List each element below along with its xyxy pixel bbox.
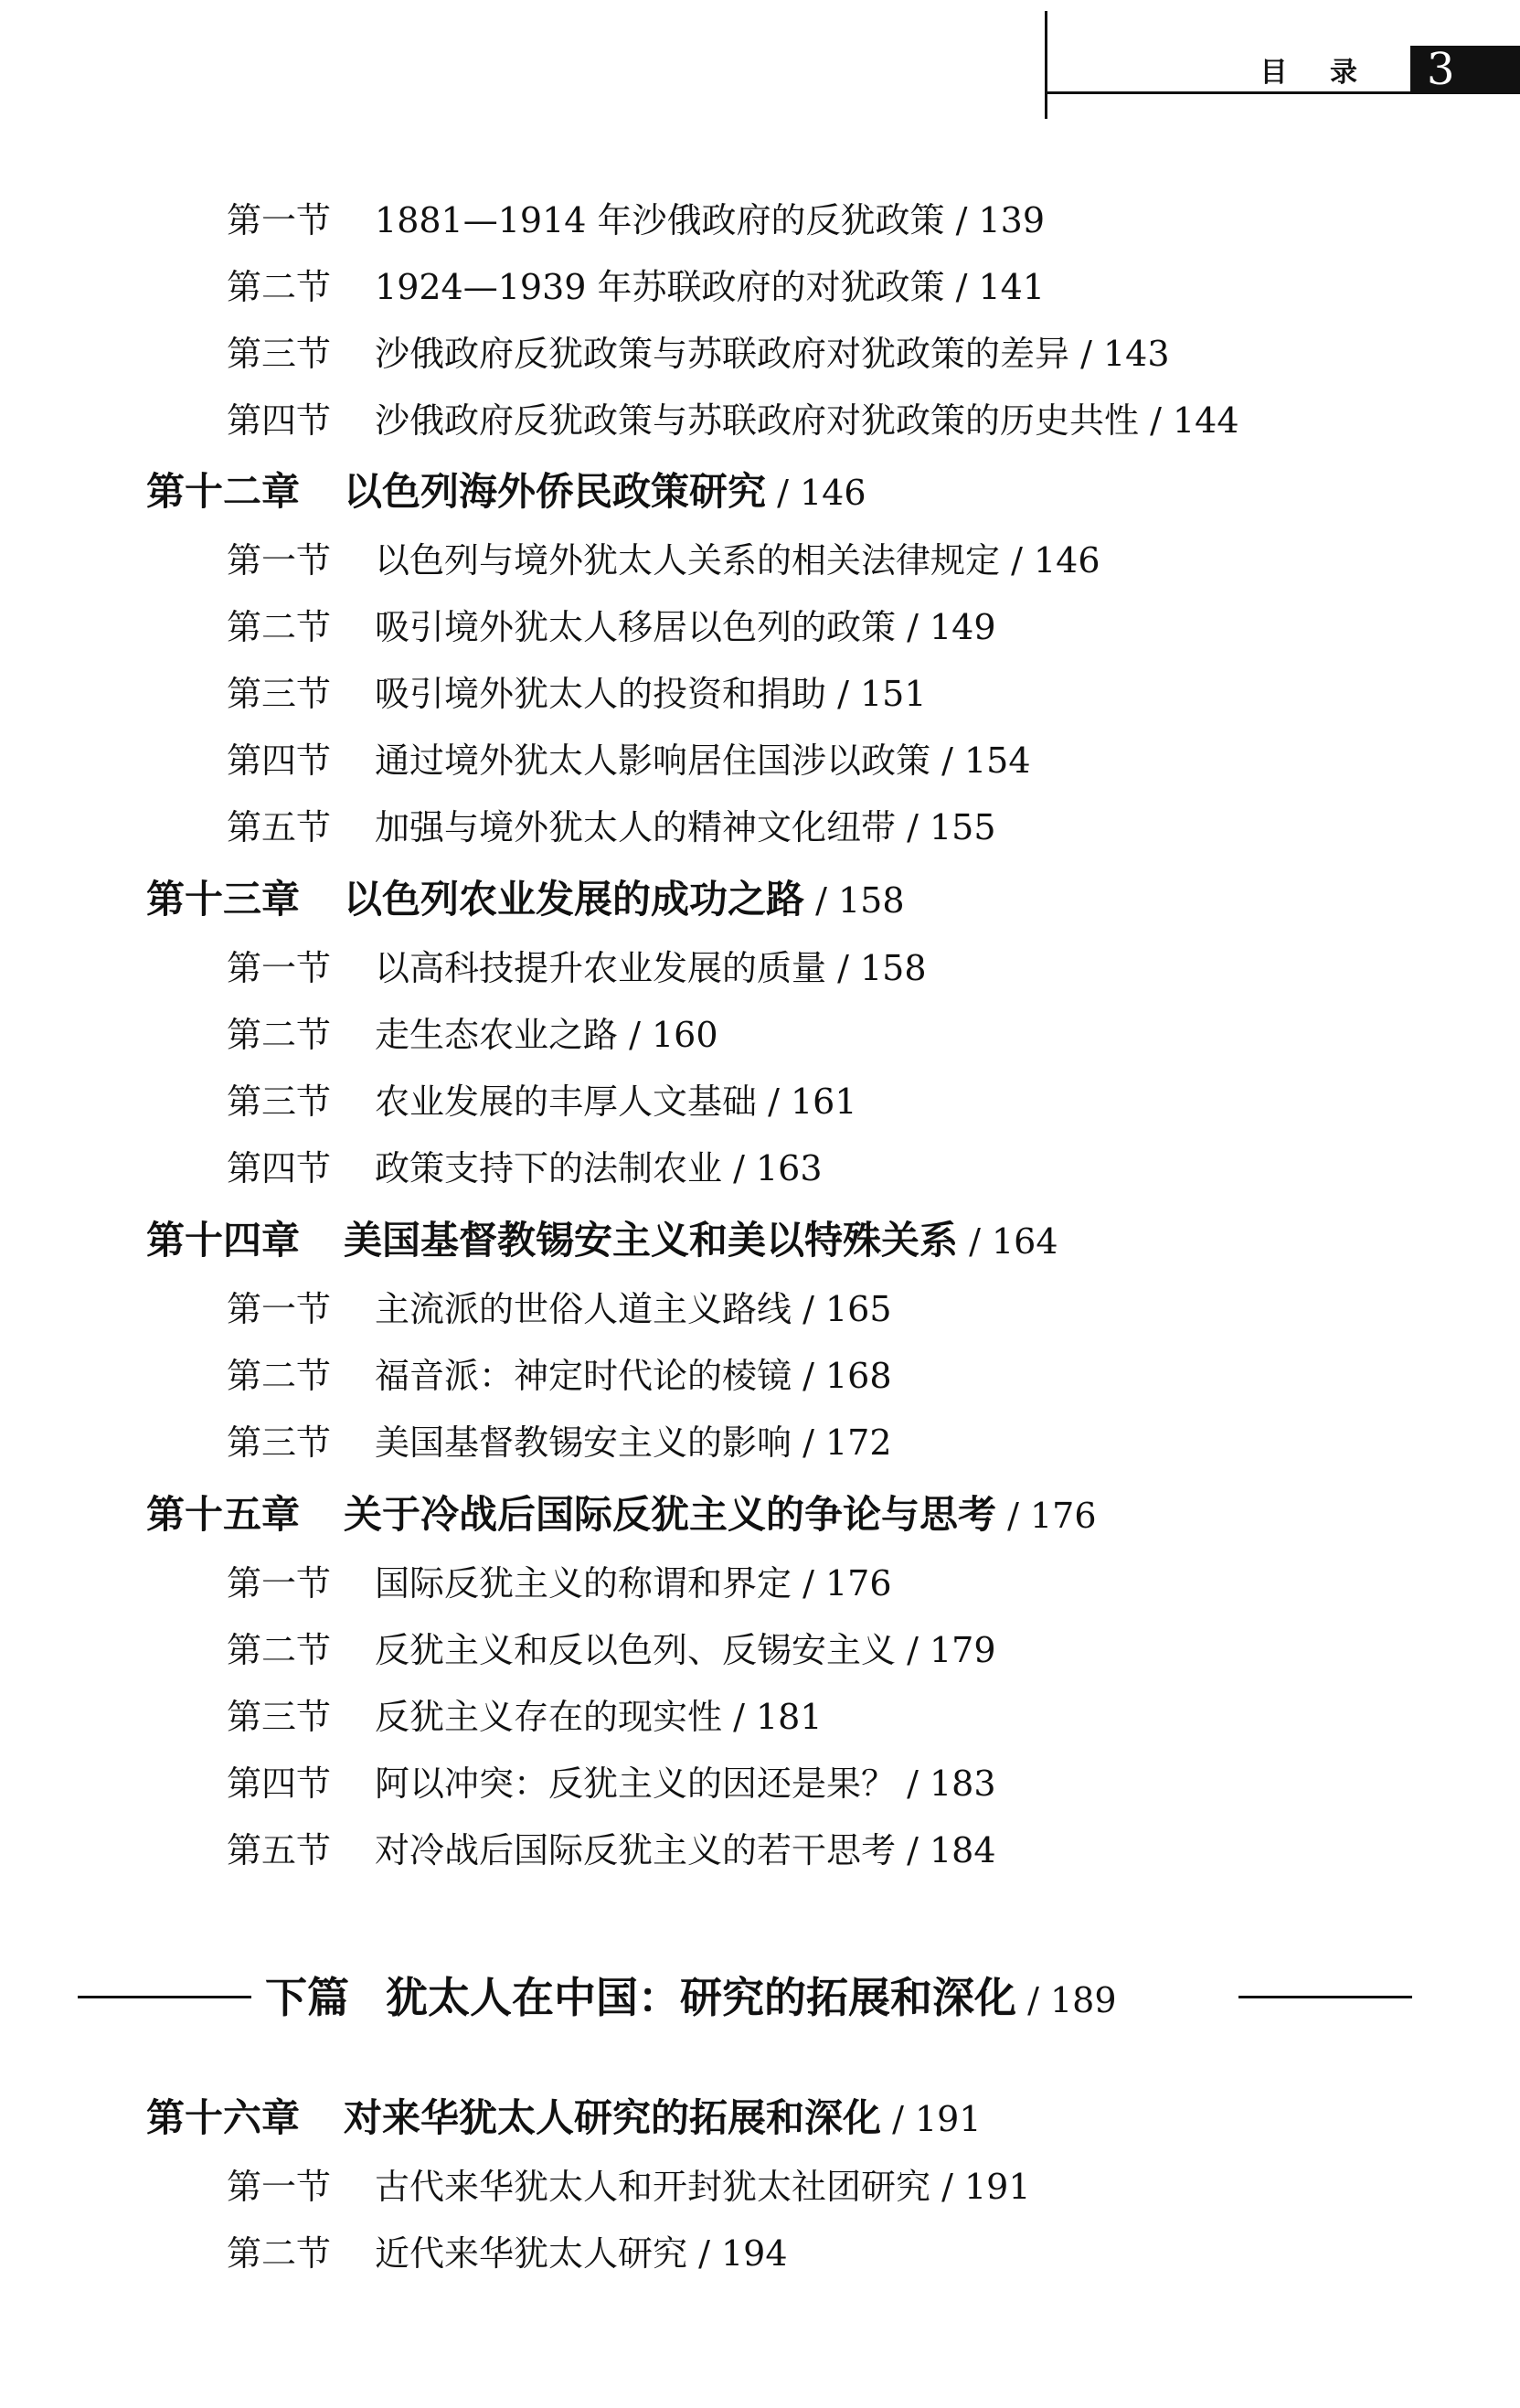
header-title: 目 录: [1260, 57, 1374, 89]
section-page: 176: [825, 1563, 892, 1604]
section-label: 第二节: [227, 1015, 332, 1055]
section-title: 通过境外犹太人影响居住国涉以政策: [375, 741, 931, 781]
toc-chapter-entry: 第十二章 以色列海外侨民政策研究 / 146: [146, 469, 866, 514]
chapter-label: 第十二章: [146, 469, 301, 514]
toc-section-entry: 第二节 1924—1939 年苏联政府的对犹政策 / 141: [227, 267, 1046, 307]
toc-chapter-entry: 第十六章 对来华犹太人研究的拓展和深化 / 191: [146, 2095, 982, 2140]
toc-section-entry: 第二节 反犹主义和反以色列、反锡安主义 / 179: [227, 1630, 996, 1670]
toc-section-entry: 第三节 沙俄政府反犹政策与苏联政府对犹政策的差异 / 143: [227, 334, 1170, 374]
toc-chapter-entry: 第十四章 美国基督教锡安主义和美以特殊关系 / 164: [146, 1218, 1058, 1263]
section-title: 反犹主义和反以色列、反锡安主义: [375, 1630, 897, 1670]
section-page: 149: [930, 607, 996, 647]
page-number-box: [1410, 44, 1520, 95]
section-title: 吸引境外犹太人的投资和捐助: [375, 674, 827, 714]
toc-section-entry: 第三节 农业发展的丰厚人文基础 / 161: [227, 1081, 857, 1122]
chapter-label: 第十六章: [146, 2095, 301, 2140]
section-page: 154: [964, 741, 1031, 781]
chapter-page: 164: [992, 1221, 1058, 1262]
chapter-label: 第十五章: [146, 1492, 301, 1537]
chapter-page: 176: [1030, 1496, 1097, 1536]
part-rule-right: [1238, 1996, 1412, 1998]
section-label: 第一节: [227, 2167, 332, 2207]
toc-section-entry: 第三节 吸引境外犹太人的投资和捐助 / 151: [227, 674, 927, 714]
part-title-line: 下篇 犹太人在中国：研究的拓展和深化 / 189: [265, 1973, 1117, 2022]
section-label: 第一节: [227, 1563, 332, 1604]
section-label: 第三节: [227, 334, 332, 374]
toc-section-entry: 第二节 走生态农业之路 / 160: [227, 1015, 718, 1055]
section-page: 141: [978, 267, 1046, 307]
section-label: 第三节: [227, 1422, 332, 1463]
section-title: 1881—1914 年沙俄政府的反犹政策: [375, 200, 945, 240]
part-page: 189: [1049, 1980, 1117, 2020]
toc-section-entry: 第一节 以色列与境外犹太人关系的相关法律规定 / 146: [227, 540, 1100, 581]
section-label: 第四节: [227, 1148, 332, 1188]
section-title: 以高科技提升农业发展的质量: [375, 948, 827, 988]
section-page: 181: [756, 1697, 823, 1737]
section-title: 福音派：神定时代论的棱镜: [375, 1356, 792, 1396]
section-label: 第一节: [227, 948, 332, 988]
section-page: 139: [978, 200, 1046, 240]
toc-section-entry: 第四节 政策支持下的法制农业 / 163: [227, 1148, 823, 1188]
section-title: 古代来华犹太人和开封犹太社团研究: [375, 2167, 931, 2207]
section-title: 沙俄政府反犹政策与苏联政府对犹政策的差异: [375, 334, 1070, 374]
section-title: 主流派的世俗人道主义路线: [375, 1289, 792, 1329]
section-title: 加强与境外犹太人的精神文化纽带: [375, 807, 897, 847]
section-label: 第二节: [227, 1630, 332, 1670]
toc-section-entry: 第五节 对冷战后国际反犹主义的若干思考 / 184: [227, 1830, 996, 1870]
section-page: 165: [825, 1289, 892, 1329]
section-page: 191: [964, 2167, 1031, 2207]
section-label: 第三节: [227, 1697, 332, 1737]
section-page: 184: [930, 1830, 996, 1870]
section-title: 反犹主义存在的现实性: [375, 1697, 723, 1737]
section-page: 151: [860, 674, 927, 714]
section-label: 第五节: [227, 807, 332, 847]
section-label: 第三节: [227, 674, 332, 714]
chapter-page: 158: [838, 880, 905, 921]
section-title: 1924—1939 年苏联政府的对犹政策: [375, 267, 945, 307]
toc-section-entry: 第一节 古代来华犹太人和开封犹太社团研究 / 191: [227, 2167, 1031, 2207]
toc-section-entry: 第一节 主流派的世俗人道主义路线 / 165: [227, 1289, 892, 1329]
page-number: 3: [1427, 44, 1455, 95]
section-title: 吸引境外犹太人移居以色列的政策: [375, 607, 897, 647]
section-page: 144: [1173, 400, 1239, 441]
section-label: 第二节: [227, 2233, 332, 2274]
header-vertical-rule: [1045, 11, 1047, 119]
part-heading: [78, 1966, 1412, 2030]
section-page: 160: [652, 1015, 718, 1055]
toc-section-entry: 第四节 通过境外犹太人影响居住国涉以政策 / 154: [227, 741, 1031, 781]
chapter-title: 美国基督教锡安主义和美以特殊关系: [344, 1218, 959, 1263]
toc-section-entry: 第四节 沙俄政府反犹政策与苏联政府对犹政策的历史共性 / 144: [227, 400, 1239, 441]
section-label: 第三节: [227, 1081, 332, 1122]
section-label: 第四节: [227, 1763, 332, 1804]
section-page: 143: [1103, 334, 1170, 374]
section-page: 168: [825, 1356, 892, 1396]
section-page: 161: [791, 1081, 857, 1122]
section-title: 政策支持下的法制农业: [375, 1148, 723, 1188]
toc-section-entry: 第一节 以高科技提升农业发展的质量 / 158: [227, 948, 927, 988]
chapter-label: 第十四章: [146, 1218, 301, 1263]
section-title: 以色列与境外犹太人关系的相关法律规定: [375, 540, 1001, 581]
part-title: 犹太人在中国：研究的拓展和深化: [386, 1973, 1016, 2022]
section-title: 沙俄政府反犹政策与苏联政府对犹政策的历史共性: [375, 400, 1140, 441]
chapter-page: 146: [800, 473, 866, 513]
section-label: 第四节: [227, 741, 332, 781]
section-page: 163: [756, 1148, 823, 1188]
section-label: 第一节: [227, 540, 332, 581]
section-title: 美国基督教锡安主义的影响: [375, 1422, 792, 1463]
section-page: 158: [860, 948, 927, 988]
section-label: 第二节: [227, 267, 332, 307]
section-page: 183: [930, 1763, 996, 1804]
chapter-title: 对来华犹太人研究的拓展和深化: [344, 2095, 882, 2140]
section-page: 172: [825, 1422, 892, 1463]
toc-section-entry: 第一节 国际反犹主义的称谓和界定 / 176: [227, 1563, 892, 1604]
section-label: 第二节: [227, 607, 332, 647]
section-title: 对冷战后国际反犹主义的若干思考: [375, 1830, 897, 1870]
section-title: 农业发展的丰厚人文基础: [375, 1081, 758, 1122]
section-page: 179: [930, 1630, 996, 1670]
part-rule-left: [78, 1996, 251, 1998]
toc-section-entry: 第四节 阿以冲突：反犹主义的因还是果？ / 183: [227, 1763, 996, 1804]
section-label: 第一节: [227, 200, 332, 240]
section-title: 阿以冲突：反犹主义的因还是果？: [375, 1763, 897, 1804]
section-label: 第二节: [227, 1356, 332, 1396]
chapter-label: 第十三章: [146, 877, 301, 922]
section-page: 146: [1034, 540, 1100, 581]
toc-section-entry: 第二节 福音派：神定时代论的棱镜 / 168: [227, 1356, 892, 1396]
toc-section-entry: 第二节 吸引境外犹太人移居以色列的政策 / 149: [227, 607, 996, 647]
section-title: 近代来华犹太人研究: [375, 2233, 688, 2274]
part-label: 下篇: [265, 1973, 349, 2022]
section-page: 194: [721, 2233, 788, 2274]
section-label: 第五节: [227, 1830, 332, 1870]
chapter-page: 191: [915, 2099, 982, 2139]
toc-section-entry: 第五节 加强与境外犹太人的精神文化纽带 / 155: [227, 807, 996, 847]
toc-section-entry: 第一节 1881—1914 年沙俄政府的反犹政策 / 139: [227, 200, 1046, 240]
running-header: [1045, 0, 1520, 128]
toc-section-entry: 第三节 反犹主义存在的现实性 / 181: [227, 1697, 823, 1737]
section-page: 155: [930, 807, 996, 847]
toc-chapter-entry: 第十三章 以色列农业发展的成功之路 / 158: [146, 877, 905, 922]
section-title: 走生态农业之路: [375, 1015, 619, 1055]
toc-section-entry: 第二节 近代来华犹太人研究 / 194: [227, 2233, 788, 2274]
section-title: 国际反犹主义的称谓和界定: [375, 1563, 792, 1604]
chapter-title: 以色列海外侨民政策研究: [344, 469, 767, 514]
section-label: 第一节: [227, 1289, 332, 1329]
toc-chapter-entry: 第十五章 关于冷战后国际反犹主义的争论与思考 / 176: [146, 1492, 1097, 1537]
section-label: 第四节: [227, 400, 332, 441]
chapter-title: 关于冷战后国际反犹主义的争论与思考: [344, 1492, 997, 1537]
toc-section-entry: 第三节 美国基督教锡安主义的影响 / 172: [227, 1422, 892, 1463]
chapter-title: 以色列农业发展的成功之路: [344, 877, 805, 922]
